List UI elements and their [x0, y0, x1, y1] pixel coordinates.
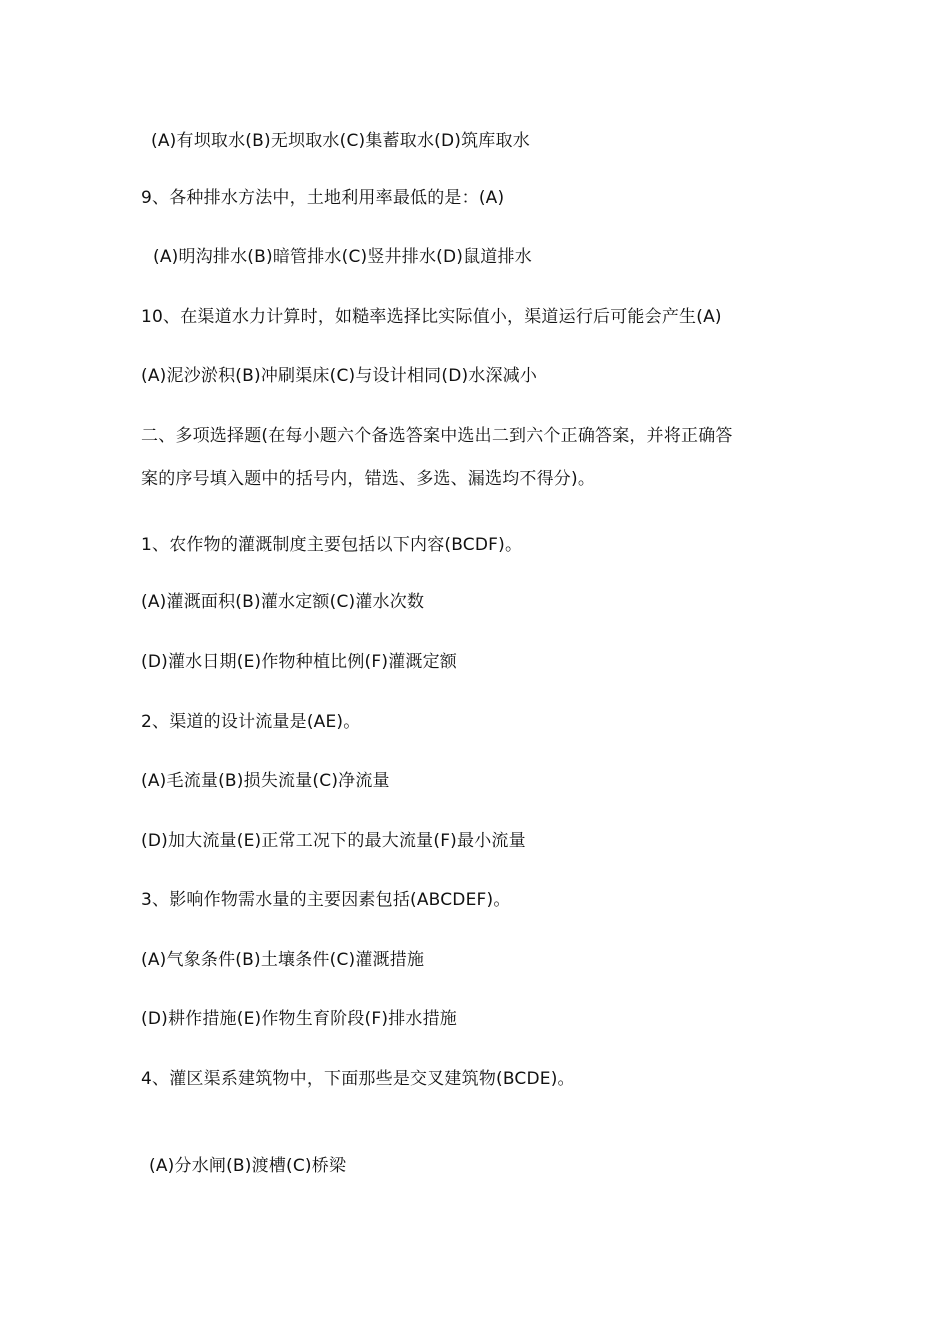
- q10-options: (A)泥沙淤积(B)冲刷渠床(C)与设计相同(D)水深减小: [141, 366, 538, 386]
- q9-options: (A)明沟排水(B)暗管排水(C)竖井排水(D)鼠道排水: [153, 247, 532, 267]
- mq2-question: 2、渠道的设计流量是(AE)。: [141, 712, 361, 732]
- mq2-options-b: (D)加大流量(E)正常工况下的最大流量(F)最小流量: [141, 831, 526, 851]
- mq2-options-a: (A)毛流量(B)损失流量(C)净流量: [141, 771, 390, 791]
- section-heading-line2: 案的序号填入题中的括号内，错选、多选、漏选均不得分)。: [141, 469, 596, 489]
- q10-question: 10、在渠道水力计算时，如糙率选择比实际值小，渠道运行后可能会产生(A): [141, 307, 722, 327]
- mq3-options-a: (A)气象条件(B)土壤条件(C)灌溉措施: [141, 950, 425, 970]
- mq1-options-b: (D)灌水日期(E)作物种植比例(F)灌溉定额: [141, 652, 458, 672]
- q8-options: (A)有坝取水(B)无坝取水(C)集蓄取水(D)筑库取水: [151, 131, 530, 151]
- mq4-options-a: (A)分水闸(B)渡槽(C)桥梁: [149, 1156, 347, 1176]
- q9-question: 9、各种排水方法中，土地利用率最低的是：(A): [141, 188, 505, 208]
- mq3-options-b: (D)耕作措施(E)作物生育阶段(F)排水措施: [141, 1009, 458, 1029]
- mq4-question: 4、灌区渠系建筑物中，下面那些是交叉建筑物(BCDE)。: [141, 1069, 575, 1089]
- mq1-options-a: (A)灌溉面积(B)灌水定额(C)灌水次数: [141, 592, 425, 612]
- section-heading-line1: 二、多项选择题(在每小题六个备选答案中选出二到六个正确答案，并将正确答: [141, 426, 733, 446]
- mq3-question: 3、影响作物需水量的主要因素包括(ABCDEF)。: [141, 890, 511, 910]
- mq1-question: 1、农作物的灌溉制度主要包括以下内容(BCDF)。: [141, 535, 523, 555]
